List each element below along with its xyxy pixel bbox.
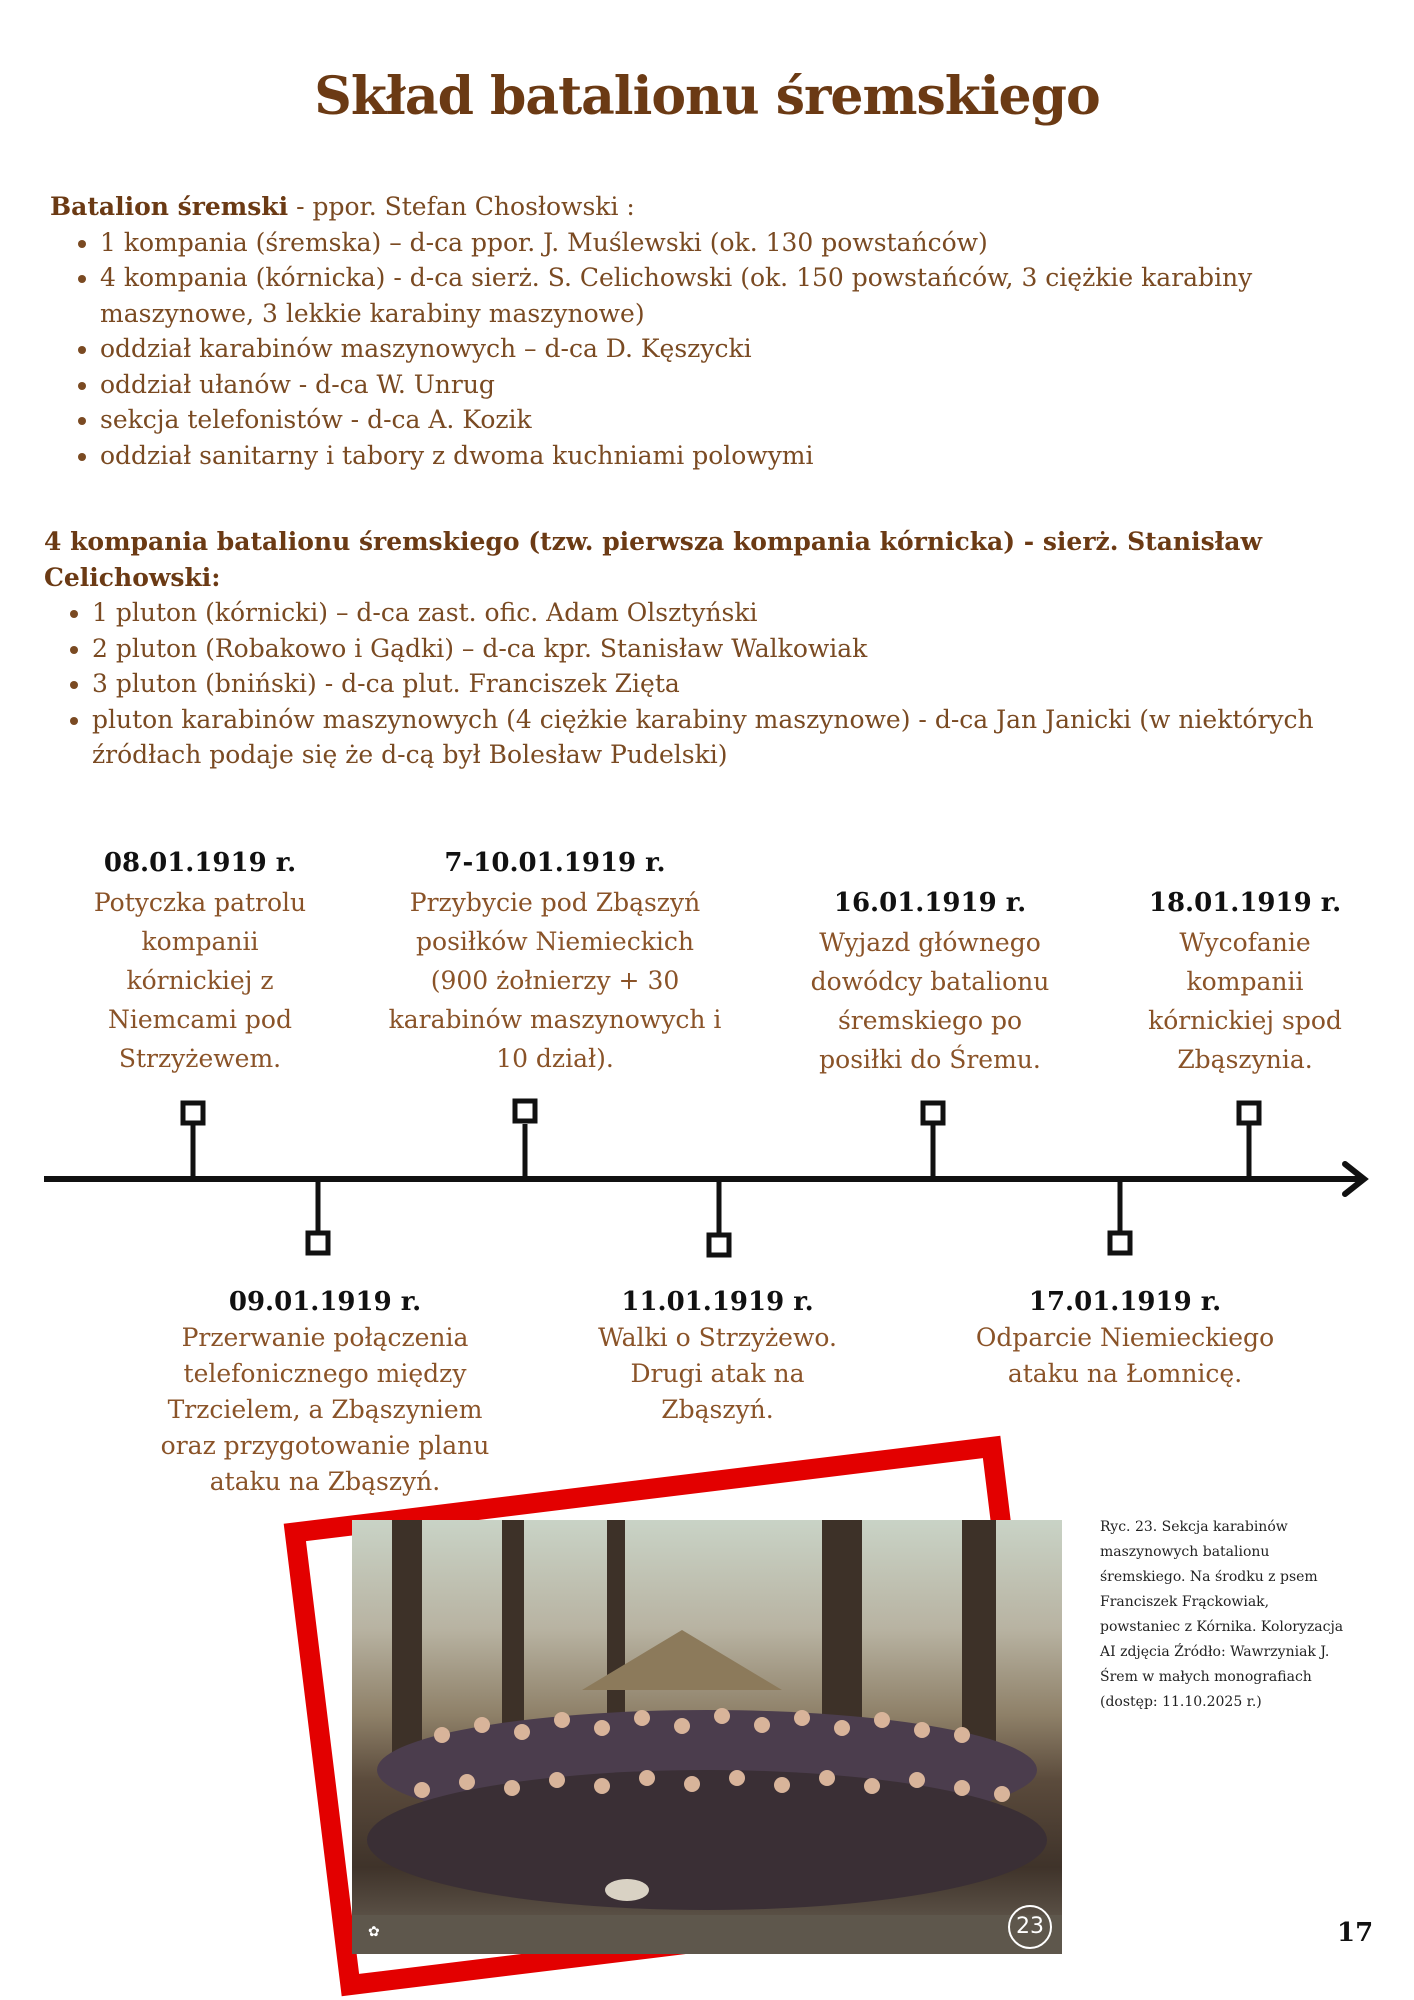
timeline-event-below <box>145 1284 505 1500</box>
marker-down <box>308 1233 328 1253</box>
list-item: • pluton karabinów maszynowych (4 ciężkie karabiny maszynowe) - d-ca Jan Janicki (w niektórych źródłach podaje się że d-cą był Bolesław Pudelski) <box>92 702 1364 773</box>
tree-trunk <box>392 1520 422 1780</box>
event-text: Wycofanie kompanii kórnickiej spod Zbąszynia. <box>1148 928 1342 1074</box>
photo-illustration <box>352 1520 1062 1954</box>
marker-down <box>709 1235 729 1255</box>
list-item: • 2 pluton (Robakowo i Gądki) – d-ca kpr. Stanisław Walkowiak <box>92 631 1364 667</box>
marker-down <box>1110 1233 1130 1253</box>
list-item: • oddział ułanów - d-ca W. Unrug <box>100 367 1348 403</box>
tree-trunk <box>502 1520 524 1740</box>
dog <box>605 1879 649 1901</box>
marker-up <box>515 1101 535 1121</box>
event-text: Walki o Strzyżewo. Drugi atak na Zbąszyń. <box>598 1323 837 1424</box>
event-text: Odparcie Niemieckiego ataku na Łomnicę. <box>975 1323 1275 1388</box>
marker-up <box>1239 1103 1259 1123</box>
photo-number-badge: 23 <box>1008 1905 1052 1949</box>
list-item: • oddział sanitarny i tabory z dwoma kuchniami polowymi <box>100 438 1348 474</box>
event-date: 7-10.01.1919 r. <box>444 848 666 878</box>
event-date: 18.01.1919 r. <box>1148 888 1342 918</box>
event-date: 11.01.1919 r. <box>621 1287 814 1317</box>
crowd-front <box>367 1770 1047 1910</box>
group-photo <box>352 1520 1062 1954</box>
list-item: • oddział karabinów maszynowych – d-ca D. Kęszycki <box>100 331 1348 367</box>
page-number: 17 <box>1337 1918 1374 1948</box>
marker-up <box>923 1103 943 1123</box>
timeline-event-below <box>960 1284 1290 1392</box>
event-text: Przybycie pod Zbąszyń posiłków Niemieckich (900 żołnierzy + 30 karabinów maszynowych i 10 dział). <box>388 888 722 1073</box>
event-date: 16.01.1919 r. <box>833 888 1027 918</box>
event-text: Potyczka patrolu kompanii kórnickiej z Niemcami pod Strzyżewem. <box>93 888 307 1073</box>
company-heading: 4 kompania batalionu śremskiego (tzw. pierwsza kompania kórnicka) - sierż. Stanisław Celichowski: <box>44 527 1262 592</box>
list-item: • 1 kompania (śremska) – d-ca ppor. J. Muślewski (ok. 130 powstańców) <box>100 225 1348 261</box>
event-date: 17.01.1919 r. <box>1028 1287 1222 1317</box>
list-item: • sekcja telefonistów - d-ca A. Kozik <box>100 402 1348 438</box>
timeline-event-below <box>580 1284 855 1428</box>
page-title: Skład batalionu śremskiego <box>314 66 1100 127</box>
event-text: Przerwanie połączenia telefonicznego między Trzcielem, a Zbąszyniem oraz przygotowanie planu ataku na Zbąszyń. <box>160 1323 490 1496</box>
palette-icon: ✿ <box>368 1924 380 1940</box>
marker-up <box>183 1103 203 1123</box>
photo-caption: Ryc. 23. Sekcja karabinów maszynowych batalionu śremskiego. Na środku z psem Franciszek Frąckowiak, powstaniec z Kórnika. Koloryzacja AI zdjęcia Źródło: Wawrzyniak J. Śrem w małych monografiach (dostęp: 11.10.2025 r.) <box>1100 1519 1344 1710</box>
list-item: • 3 pluton (bniński) - d-ca plut. Franciszek Zięta <box>92 666 1364 702</box>
battalion-heading-commander: - ppor. Stefan Chosłowski : <box>288 192 635 221</box>
list-item: • 4 kompania (kórnicka) - d-ca sierż. S. Celichowski (ok. 150 powstańców, 3 ciężkie karabiny maszynowe, 3 lekkie karabiny maszynowe) <box>100 260 1348 331</box>
event-text: Wyjazd głównego dowódcy batalionu śremskiego po posiłki do Śremu. <box>810 928 1050 1074</box>
event-date: 08.01.1919 r. <box>103 848 297 878</box>
event-date: 09.01.1919 r. <box>228 1287 422 1317</box>
ground <box>352 1915 1062 1954</box>
list-item: • 1 pluton (kórnicki) – d-ca zast. ofic. Adam Olsztyński <box>92 595 1364 631</box>
battalion-heading-bold: Batalion śremski <box>50 192 289 221</box>
